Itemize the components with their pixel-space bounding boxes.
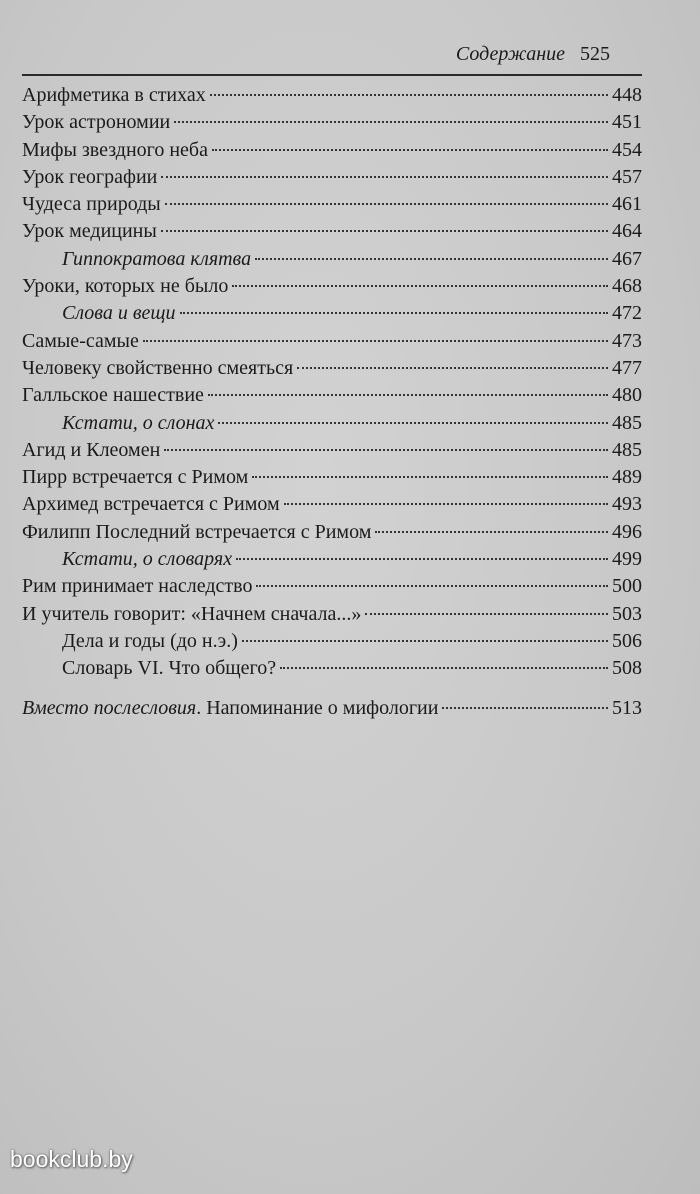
table-of-contents (22, 82, 642, 722)
toc-subentry (22, 410, 642, 437)
toc-entry (22, 218, 642, 245)
toc-entry-page: 508 (612, 657, 642, 680)
toc-entry (22, 382, 642, 409)
toc-leader-dots (165, 203, 608, 205)
toc-subentry (22, 628, 642, 655)
toc-leader-dots (365, 613, 608, 615)
toc-entry-afterword (22, 695, 642, 722)
toc-leader-dots (161, 230, 608, 232)
running-header (456, 40, 610, 68)
toc-entry-page: 513 (612, 696, 642, 719)
toc-entry (22, 601, 642, 628)
toc-leader-dots (375, 531, 608, 533)
toc-entry-label: Урок астрономии (22, 111, 171, 134)
toc-entry (22, 519, 642, 546)
header-page-number: 525 (580, 43, 610, 65)
toc-entry-label: Урок географии (22, 165, 158, 188)
toc-entry-label: Филипп Последний встречается с Римом (22, 520, 372, 543)
toc-leader-dots (255, 258, 608, 260)
toc-entry (22, 464, 642, 491)
toc-entry (22, 191, 642, 218)
toc-entry-label: Самые-самые (22, 329, 139, 352)
toc-entry-page: 472 (612, 302, 642, 325)
toc-leader-dots (280, 667, 608, 669)
toc-subentry (22, 246, 642, 273)
toc-entry-label: Рим принимает наследство (22, 575, 253, 598)
toc-entry-label: Дела и годы (до н.э.) (62, 629, 238, 652)
toc-entry-page: 451 (612, 111, 642, 134)
toc-entry-page: 480 (612, 384, 642, 407)
toc-leader-dots (208, 394, 608, 396)
toc-entry (22, 273, 642, 300)
toc-entry-label: Слова и вещи (62, 302, 176, 325)
toc-entry (22, 137, 642, 164)
toc-entry-label: Агид и Клеомен (22, 438, 161, 461)
toc-entry-page: 506 (612, 629, 642, 652)
toc-leader-dots (210, 94, 608, 96)
toc-subentry (22, 300, 642, 327)
toc-entry-label: Чудеса природы (22, 193, 161, 216)
toc-leader-dots (236, 558, 608, 560)
toc-entry-label: Словарь VI. Что общего? (62, 657, 277, 680)
toc-subentry (22, 546, 642, 573)
toc-entry-label: Гиппократова клятва (62, 247, 252, 270)
toc-subentry (22, 655, 642, 682)
toc-leader-dots (256, 585, 608, 587)
toc-entry (22, 491, 642, 518)
toc-entry (22, 164, 642, 191)
toc-entry-label (22, 695, 438, 722)
toc-entry-page: 485 (612, 411, 642, 434)
toc-entry-page: 500 (612, 575, 642, 598)
header-rule (22, 74, 642, 76)
toc-entry-page: 461 (612, 193, 642, 216)
toc-entry-page: 454 (612, 138, 642, 161)
toc-leader-dots (143, 340, 608, 342)
toc-entry-label: Пирр встречается с Римом (22, 466, 249, 489)
toc-entry (22, 82, 642, 109)
toc-entry-page: 503 (612, 602, 642, 625)
toc-leader-dots (232, 285, 608, 287)
toc-entry-page: 477 (612, 356, 642, 379)
header-title: Содержание (455, 43, 565, 65)
toc-entry (22, 109, 642, 136)
toc-leader-dots (212, 149, 608, 151)
toc-entry-label: Кстати, о слонах (62, 411, 215, 434)
toc-leader-dots (218, 422, 608, 424)
toc-leader-dots (242, 640, 608, 642)
toc-entry-page: 493 (612, 493, 642, 516)
toc-leader-dots (297, 367, 608, 369)
toc-entry-label: Галльское нашествие (22, 384, 204, 407)
toc-entry-page: 496 (612, 520, 642, 543)
toc-entry (22, 328, 642, 355)
toc-entry-page: 473 (612, 329, 642, 352)
toc-leader-dots (284, 503, 608, 505)
toc-leader-dots (442, 707, 608, 709)
toc-leader-dots (180, 312, 608, 314)
toc-leader-dots (252, 476, 608, 478)
toc-entry-label: Арифметика в стихах (22, 84, 206, 106)
toc-entry-page: 468 (612, 275, 642, 298)
toc-entry-label-italic: Вместо послесловия (22, 696, 197, 719)
toc-entry-label-rest: . Напоминание о мифологии (196, 696, 439, 719)
toc-leader-dots (174, 121, 608, 123)
toc-entry-page: 448 (612, 84, 642, 106)
toc-entry-page: 457 (612, 165, 642, 188)
toc-entry (22, 355, 642, 382)
toc-entry-page: 489 (612, 466, 642, 489)
toc-entry-label: И учитель говорит: «Начнем сначала...» (22, 602, 362, 625)
toc-entry-label: Мифы звездного неба (22, 138, 208, 161)
toc-entry (22, 437, 642, 464)
toc-entry-label: Архимед встречается с Римом (22, 493, 280, 516)
toc-leader-dots (164, 449, 608, 451)
toc-entry-label: Урок медицины (22, 220, 157, 243)
toc-entry-page: 464 (612, 220, 642, 243)
watermark: bookclub.by (10, 1146, 133, 1172)
toc-entry-page: 467 (612, 247, 642, 270)
toc-entry-label: Уроки, которых не было (22, 275, 229, 298)
toc-entry (22, 573, 642, 600)
toc-entry-label: Человеку свойственно смеяться (22, 356, 294, 379)
toc-entry-page: 499 (612, 548, 642, 571)
toc-entry-label: Кстати, о словарях (62, 548, 233, 571)
toc-leader-dots (161, 176, 608, 178)
toc-entry-page: 485 (612, 438, 642, 461)
